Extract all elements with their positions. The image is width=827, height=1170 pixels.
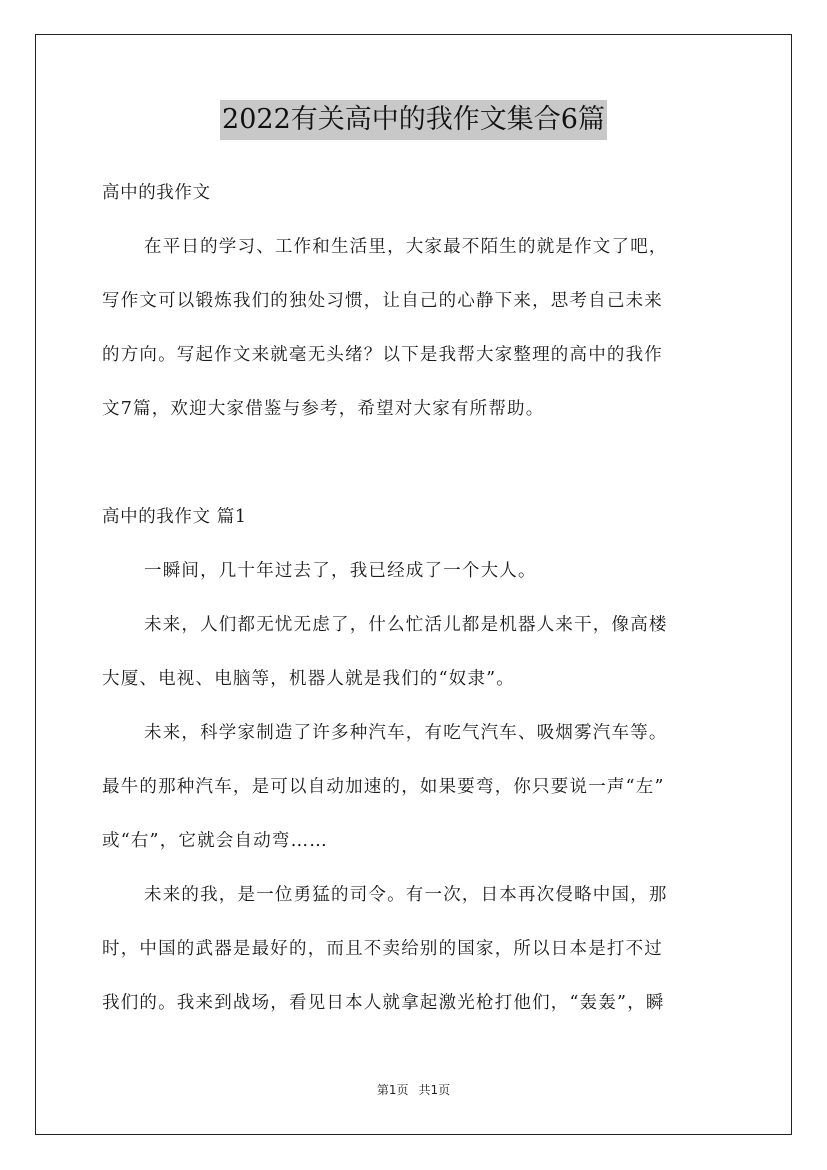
page-footer	[0, 1082, 827, 1098]
paragraph-line: 我们的。我来到战场，看见日本人就拿起激光枪打他们，“轰轰”，瞬	[102, 993, 665, 1013]
title-container	[0, 100, 827, 140]
paragraph-line: 文7篇，欢迎大家借鉴与参考，希望对大家有所帮助。	[102, 399, 545, 419]
document-title: 2022有关高中的我作文集合6篇	[220, 100, 607, 140]
paragraph-line: 在平日的学习、工作和生活里，大家最不陌生的就是作文了吧，	[144, 237, 668, 257]
paragraph-line: 写作文可以锻炼我们的独处习惯，让自己的心静下来，思考自己未来	[102, 291, 663, 311]
paragraph-line: 时，中国的武器是最好的，而且不卖给别的国家，所以日本是打不过	[102, 939, 663, 959]
paragraph-line: 大厦、电视、电脑等，机器人就是我们的“奴隶”。	[102, 669, 515, 689]
paragraph-line: 的方向。写起作文来就毫无头绪？以下是我帮大家整理的高中的我作	[102, 345, 663, 365]
page-number: 第1页	[376, 1083, 409, 1097]
paragraph-line: 或“右”，它就会自动弯……	[102, 831, 328, 851]
paragraph-line: 未来，科学家制造了许多种汽车，有吃气汽车、吸烟雾汽车等。	[144, 723, 668, 743]
paragraph-line: 未来的我，是一位勇猛的司令。有一次，日本再次侵略中国，那	[144, 885, 668, 905]
blank-line	[102, 436, 727, 490]
paragraph-line: 一瞬间，几十年过去了，我已经成了一个大人。	[144, 561, 537, 581]
section-heading: 高中的我作文 篇1	[102, 507, 247, 527]
paragraph-line: 最牛的那种汽车，是可以自动加速的，如果要弯，你只要说一声“左”	[102, 777, 665, 797]
paragraph-line: 未来，人们都无忧无虑了，什么忙活儿都是机器人来干，像高楼	[144, 615, 668, 635]
page-total: 共1页	[418, 1083, 451, 1097]
intro-heading: 高中的我作文	[102, 183, 211, 203]
document-body	[102, 166, 727, 1030]
